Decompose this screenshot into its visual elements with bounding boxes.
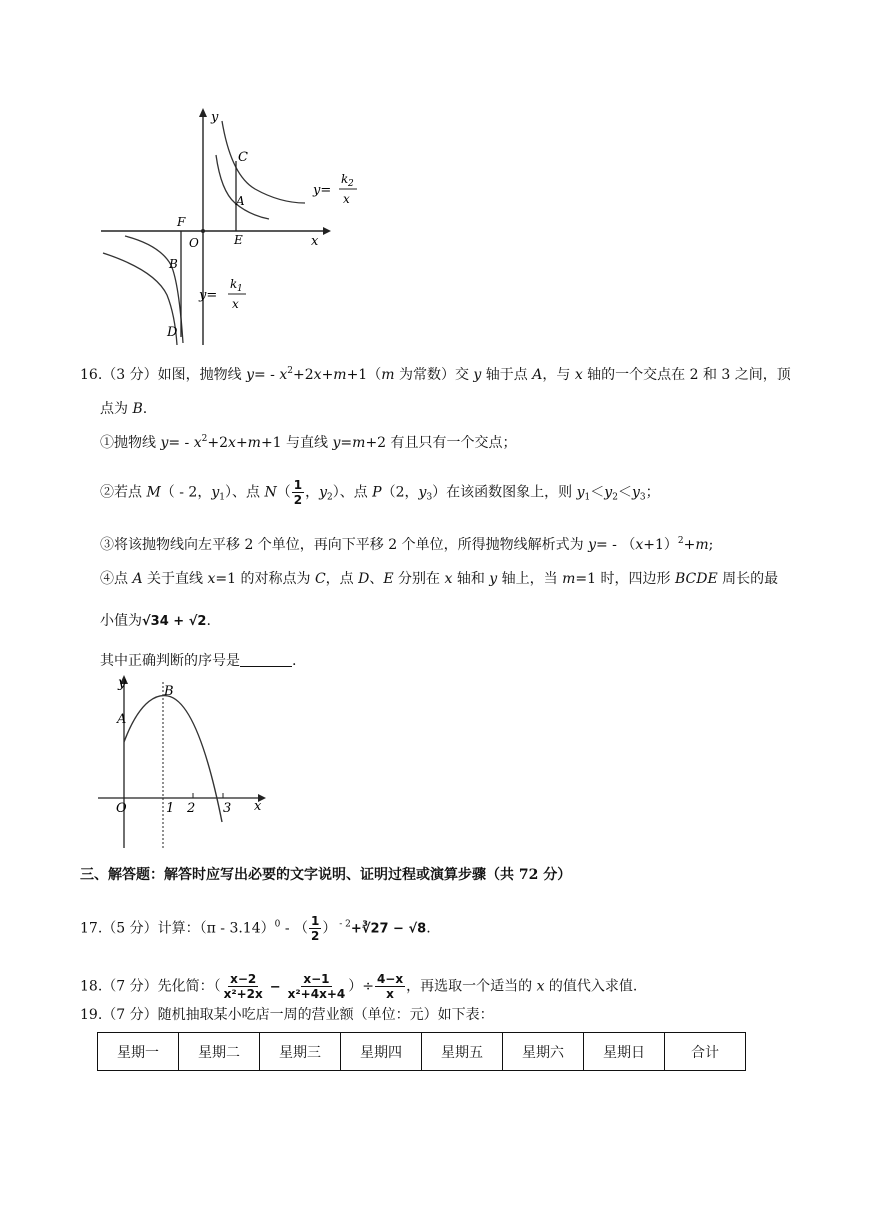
- figure-parabola: [96, 672, 268, 850]
- label-a: A: [117, 712, 127, 727]
- q16-statement-4: ④点 A 关于直线 x=1 的对称点为 C，点 D、E 分别在 x 轴和 y 轴上，当 m=1 时，四边形 BCDE 周长的最: [100, 571, 779, 587]
- origin-dot: [201, 229, 205, 233]
- label-o: O: [116, 801, 127, 816]
- answer-blank: [240, 652, 292, 667]
- table-header-cell: 星期一: [98, 1033, 179, 1071]
- eq2-num: k: [341, 172, 349, 186]
- q17: 17.（5 分）计算：（π - 3.14）$^0$ - （ $\frac{1}{2}$ ） $^{- 2}$+∛27 − √8.: [80, 914, 431, 943]
- table-header-cell: 星期四: [341, 1033, 422, 1071]
- eq1-sub: 1: [237, 284, 243, 294]
- label-y: y: [211, 110, 219, 125]
- label-a: A: [236, 194, 245, 208]
- eq2-sub: 2: [348, 179, 354, 189]
- q18: 18.（7 分）先化简：（ $\frac{x-2}{\text{x²+2x}}$ − $\frac{x-1}{\text{x²+4x+4}}$ ）÷ $\frac{4-x}{x}$ ，再选取一个适当的 x 的值代入求值.: [80, 972, 638, 1001]
- fraction-1: $\frac{x-2}{\text{x²+2x}}$: [223, 972, 263, 1001]
- y-axis-arrow: [199, 108, 207, 117]
- q16-statement-1: ①抛物线 $y= - x^2+2x+m+1$ 与直线 y=m+2 有且只有一个交点；: [100, 434, 517, 451]
- eq1-lhs: y=: [199, 288, 218, 303]
- label-b: B: [164, 684, 174, 699]
- q16-statement-3: ③将该抛物线向左平移 2 个单位，再向下平移 2 个单位，所得抛物线解析式为 $y= - (x+1)^2+m$;: [100, 536, 714, 553]
- tick-label-3: 3: [223, 801, 232, 816]
- eq1-num: k: [230, 277, 238, 291]
- q16-answer-line: 其中正确判断的序号是 .: [100, 653, 297, 669]
- fraction-one-half: $\frac{1}{2}$: [293, 478, 303, 507]
- section-3-heading: 三、解答题：解答时应写出必要的文字说明、证明过程或演算步骤（共 72 分）: [80, 867, 572, 883]
- radical-expression: +∛27 − √8: [350, 921, 427, 937]
- table-header-cell: 星期三: [260, 1033, 341, 1071]
- label-x: x: [311, 234, 319, 249]
- q16-statement-2: ②若点 M（ - 2，$y_1$）、点 N（ $\frac{1}{2}$ ，$y_2$）、点 P（2，$y_3$）在该函数图象上，则 $y_1<y_2<y_3$；: [100, 478, 660, 507]
- table-header-cell: 星期五: [422, 1033, 503, 1071]
- q16-line1: 16.（3 分）如图，抛物线 $y= - x^2+2x+m+1(m$ 为常数）交 y 轴于点 A，与 x 轴的一个交点在 2 和 3 之间，顶: [80, 366, 791, 383]
- label-b: B: [169, 257, 178, 271]
- label-d: D: [167, 325, 178, 340]
- table-header-cell: 星期二: [179, 1033, 260, 1071]
- q16-line2: 点为 B.: [100, 401, 148, 417]
- label-x: x: [254, 799, 262, 814]
- fraction-3: $\frac{4-x}{x}$: [376, 972, 404, 1001]
- tick-label-1: 1: [166, 801, 175, 816]
- label-f: F: [177, 215, 186, 229]
- table-header-cell: 合计: [665, 1033, 746, 1071]
- label-c: C: [238, 150, 248, 165]
- eq2-den: x: [343, 192, 350, 206]
- x-axis-arrow: [323, 227, 331, 235]
- sqrt-expression: √34 + √2: [142, 614, 207, 629]
- tick-label-2: 2: [187, 801, 196, 816]
- label-e: E: [234, 233, 243, 247]
- curve-k2: [222, 121, 305, 203]
- table-row: [98, 1033, 746, 1071]
- q19: 19.（7 分）随机抽取某小吃店一周的营业额（单位：元）如下表：: [80, 1007, 494, 1023]
- eq2-lhs: y=: [313, 183, 332, 198]
- table-header-cell: 星期日: [584, 1033, 665, 1071]
- table-header-cell: 星期六: [503, 1033, 584, 1071]
- label-y: y: [118, 675, 126, 691]
- fraction-2: $\frac{x-1}{\text{x²+4x+4}}$: [287, 972, 346, 1001]
- revenue-table: [97, 1032, 746, 1071]
- label-o: O: [189, 236, 199, 250]
- eq1-den: x: [232, 297, 239, 311]
- fraction-one-half: $\frac{1}{2}$: [311, 914, 320, 943]
- q16-line-min: 小值为√34 + √2.: [100, 613, 211, 629]
- curve-k2-lower: [103, 253, 177, 345]
- figure-hyperbolas: [95, 105, 354, 350]
